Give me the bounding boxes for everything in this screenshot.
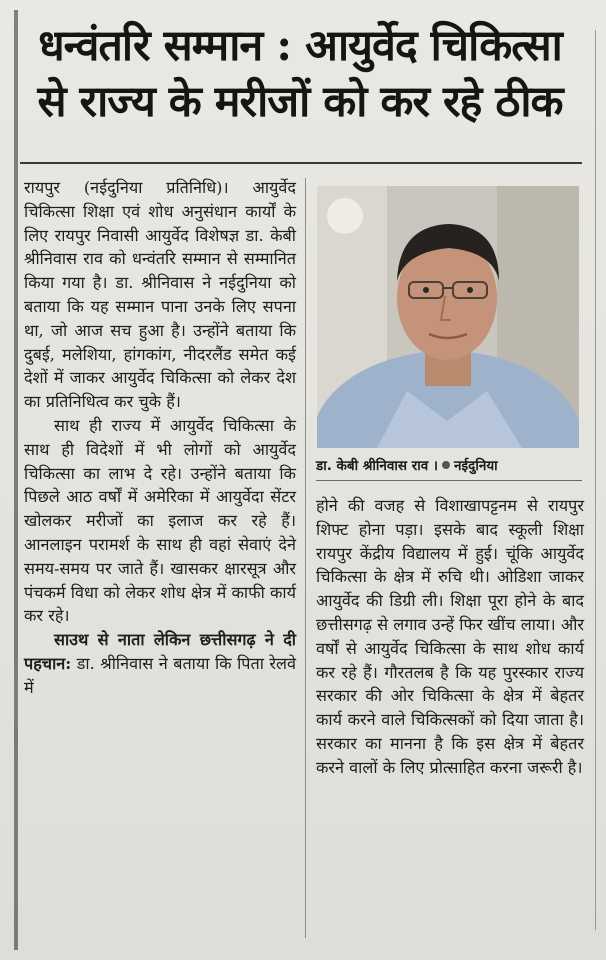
caption-source: नईदुनिया bbox=[454, 458, 498, 474]
photo-caption bbox=[316, 456, 584, 474]
article-paragraph-3 bbox=[24, 628, 296, 699]
article-column-left bbox=[24, 176, 296, 700]
headline bbox=[20, 18, 580, 130]
article-paragraph-3-continued: होने की वजह से विशाखापट्टनम से रायपुर शिफ्ट होना पड़ा। इसके बाद स्कूली शिक्षा रायपुर केंद्रीय विद्यालय में हुई। चूंकि आयुर्वेद चिकित्सा के क्षेत्र में रुचि थी। ओडिशा जाकर आयुर्वेद की डिग्री ली। शिक्षा पूरा होने के बाद छत्तीसगढ़ से लगाव उन्हें फिर खींच लाया। और वर्षों से आयुर्वेद चिकित्सा के साथ शोध कार्य कर रहे हैं। गौरतलब है कि यह पुरस्कार राज्य सरकार की ओर चिकित्सा के क्षेत्र में बेहतर कार्य करने वाले चिकित्सकों को दिया जाता है। सरकार का मानना है कि इस क्षेत्र में बेहतर करने वालों के लिए प्रोत्साहित करना जरूरी है। bbox=[316, 496, 584, 777]
paragraph-3-start: डा. श्रीनिवास ने बताया कि पिता रेलवे में bbox=[24, 653, 296, 697]
portrait-illustration bbox=[317, 186, 579, 448]
headline-line-2: से राज्य के मरीजों को कर रहे ठीक bbox=[37, 77, 563, 127]
adjacent-column-edge bbox=[595, 30, 606, 930]
column-divider bbox=[305, 178, 306, 938]
headline-rule bbox=[20, 162, 582, 164]
article-column-right bbox=[316, 494, 584, 780]
headline-line-1: धन्वंतरि सम्मान : आयुर्वेद चिकित्सा bbox=[38, 21, 562, 71]
portrait-photo bbox=[317, 186, 579, 448]
dateline: रायपुर (नईदुनिया प्रतिनिधि)। bbox=[24, 178, 229, 197]
paragraph-1-text: आयुर्वेद चिकित्सा शिक्षा एवं शोध अनुसंधान कार्यों के लिए रायपुर निवासी आयुर्वेद विशेषज्ञ डा. केबी श्रीनिवास राव को धन्वंतरि सम्मान से सम्मानित किया गया है। डा. श्रीनिवास ने नईदुनिया को बताया कि यह सम्मान पाना उनके लिए सपना था, जो आज सच हुआ है। उन्होंने बताया कि दुबई, मलेशिया, हांगकांग, नीदरलैंड समेत कई देशों में जाकर आयुर्वेद चिकित्सा को लेकर देश का प्रतिनिधित्व कर चुके हैं। bbox=[24, 178, 296, 412]
subheading: साउथ से नाता लेकिन छत्तीसगढ़ ने दी पहचान: bbox=[24, 630, 296, 673]
article-paragraph-1 bbox=[24, 176, 296, 414]
caption-name: डा. केबी श्रीनिवास राव । bbox=[316, 458, 439, 474]
caption-rule bbox=[316, 480, 582, 481]
clipping-edge bbox=[14, 10, 18, 950]
article-paragraph-2: साथ ही राज्य में आयुर्वेद चिकित्सा के साथ ही विदेशों में भी लोगों को आयुर्वेद चिकित्सा का लाभ दे रहे। उन्होंने बताया कि पिछले आठ वर्षों में अमेरिका में आयुर्वेदा सेंटर खोलकर मरीजों का इलाज कर रहे हैं। आनलाइन परामर्श के साथ ही वहां सेवाएं देने समय-समय पर जाते हैं। खासकर क्षारसूत्र और पंचकर्म विधा को लेकर शोध क्षेत्र में काफी कार्य कर रहे। bbox=[24, 415, 296, 626]
bullet-icon bbox=[442, 461, 450, 469]
